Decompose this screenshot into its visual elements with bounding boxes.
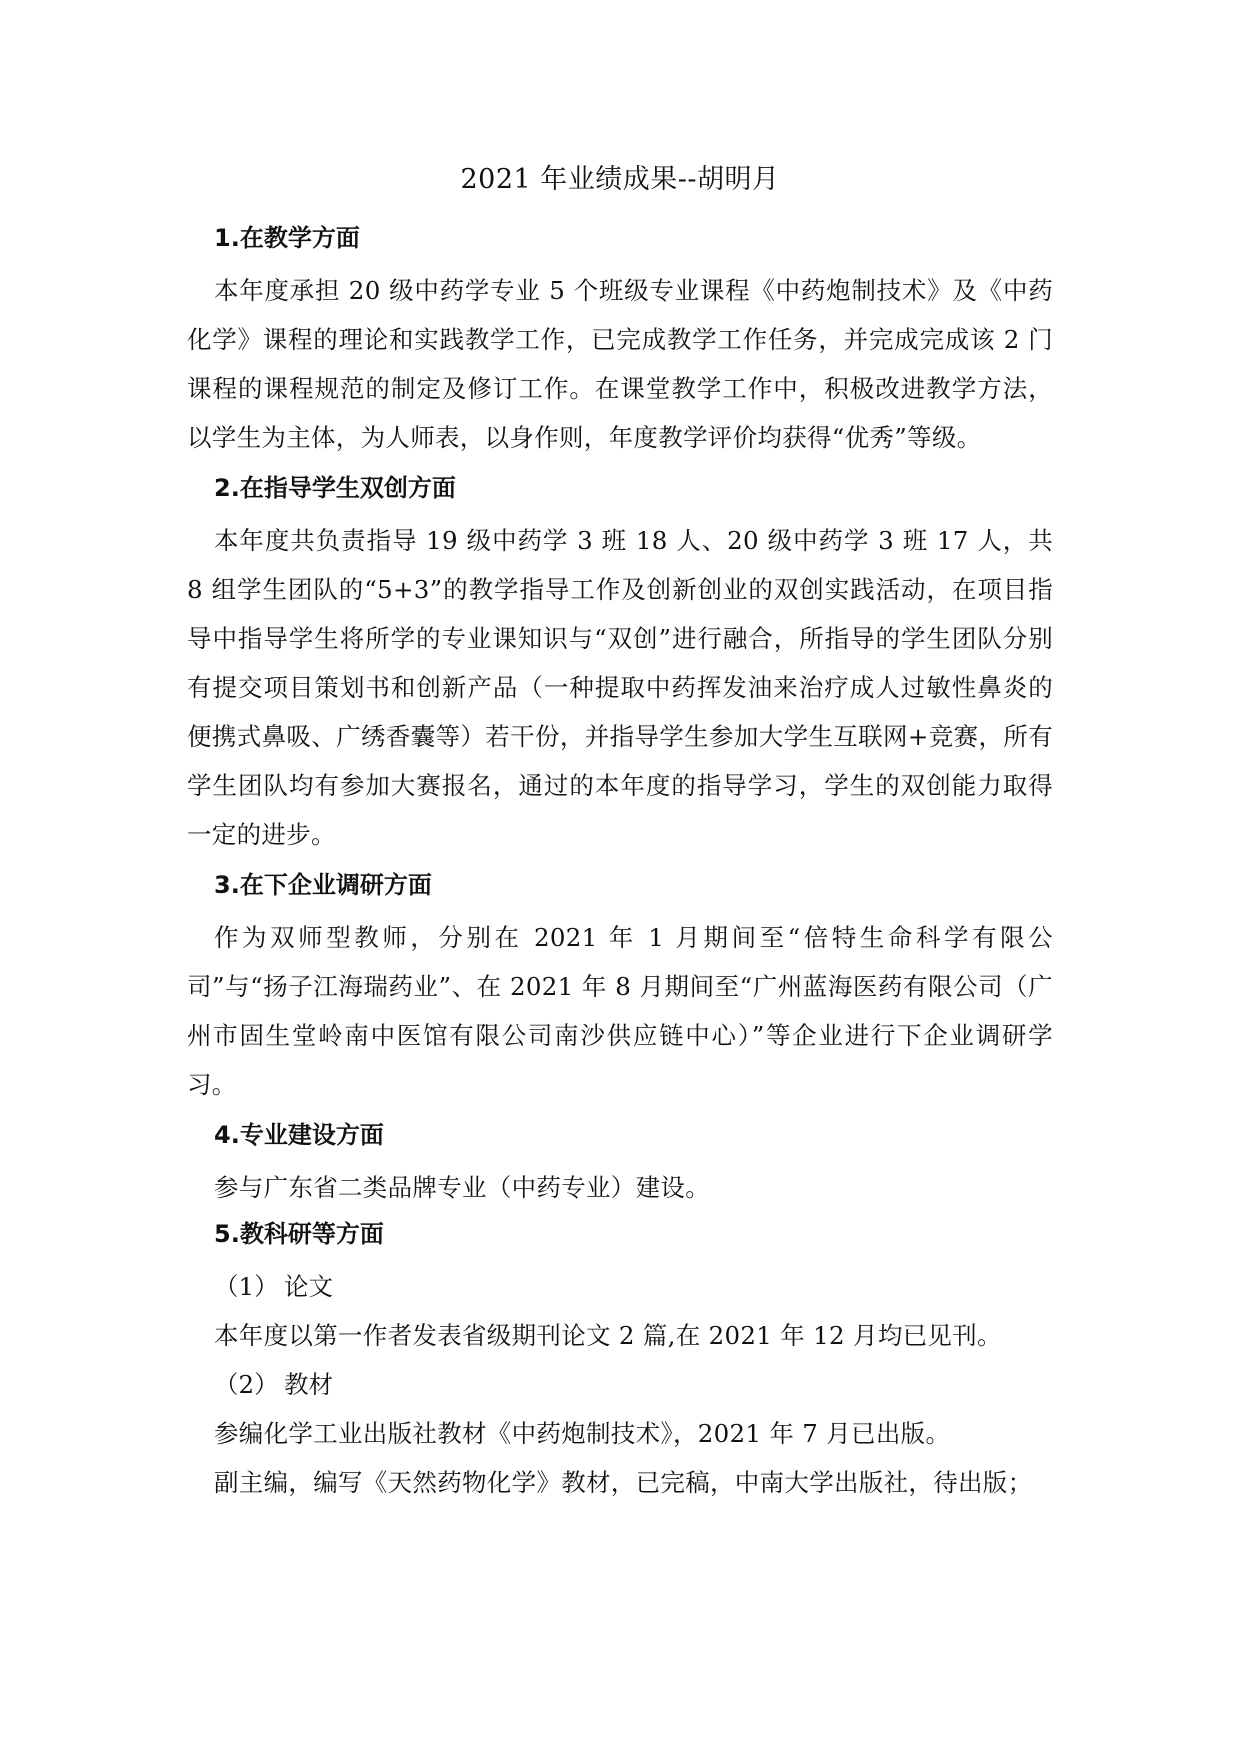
section-heading-innovation: 2.在指导学生双创方面 (214, 474, 456, 502)
subsection-number: （1） (214, 1272, 279, 1301)
document-title: 2021 年业绩成果--胡明月 (460, 164, 780, 195)
subsection-number: （2） (214, 1370, 279, 1399)
subsection-label: 论文 (284, 1272, 333, 1301)
papers-line: 本年度以第一作者发表省级期刊论文 2 篇,在 2021 年 12 月均已见刊。 (214, 1321, 1002, 1350)
section-heading-teaching: 1.在教学方面 (214, 224, 360, 252)
textbook-line: 参编化学工业出版社教材《中药炮制技术》，2021 年 7 月已出版。 (214, 1419, 951, 1448)
section-paragraph-enterprise-research: 作为双师型教师，分别在 2021 年 1 月期间至“倍特生命科学有限公司”与“扬子江海瑞药业”、在 2021 年 8 月期间至“广州蓝海医药有限公司（广州市固生堂岭南中医馆有限公司南沙供应链中心）”等企业进行下企业调研学习。 (187, 923, 1053, 1099)
section-heading-enterprise-research: 3.在下企业调研方面 (214, 871, 432, 899)
section-heading-research: 5.教科研等方面 (214, 1220, 384, 1248)
subsection-papers (187, 1262, 1053, 1311)
document-body (187, 220, 1053, 1507)
section-paragraph-teaching: 本年度承担 20 级中药学专业 5 个班级专业课程《中药炮制技术》及《中药化学》课程的理论和实践教学工作，已完成教学工作任务，并完成完成该 2 门课程的课程规范的制定及修订工作。在课堂教学工作中，积极改进教学方法，以学生为主体，为人师表，以身作则，年度教学评价均获得“优秀”等级。 (187, 276, 1053, 452)
textbook-line: 副主编，编写《天然药物化学》教材，已完稿，中南大学出版社，待出版； (214, 1468, 1033, 1497)
section-line-major-construction: 参与广东省二类品牌专业（中药专业）建设。 (214, 1173, 710, 1202)
section-paragraph-innovation: 本年度共负责指导 19 级中药学 3 班 18 人、20 级中药学 3 班 17 人，共 8 组学生团队的“5+3”的教学指导工作及创新创业的双创实践活动，在项目指导中指导学生将所学的专业课知识与“双创”进行融合，所指导的学生团队分别有提交项目策划书和创新产品（一种提取中药挥发油来治疗成人过敏性鼻炎的便携式鼻吸、广绣香囊等）若干份，并指导学生参加大学生互联网+竞赛，所有学生团队均有参加大赛报名，通过的本年度的指导学习，学生的双创能力取得一定的进步。 (187, 526, 1053, 849)
subsection-textbooks (187, 1360, 1053, 1409)
section-heading-major-construction: 4.专业建设方面 (214, 1121, 384, 1149)
subsection-label: 教材 (284, 1370, 333, 1399)
